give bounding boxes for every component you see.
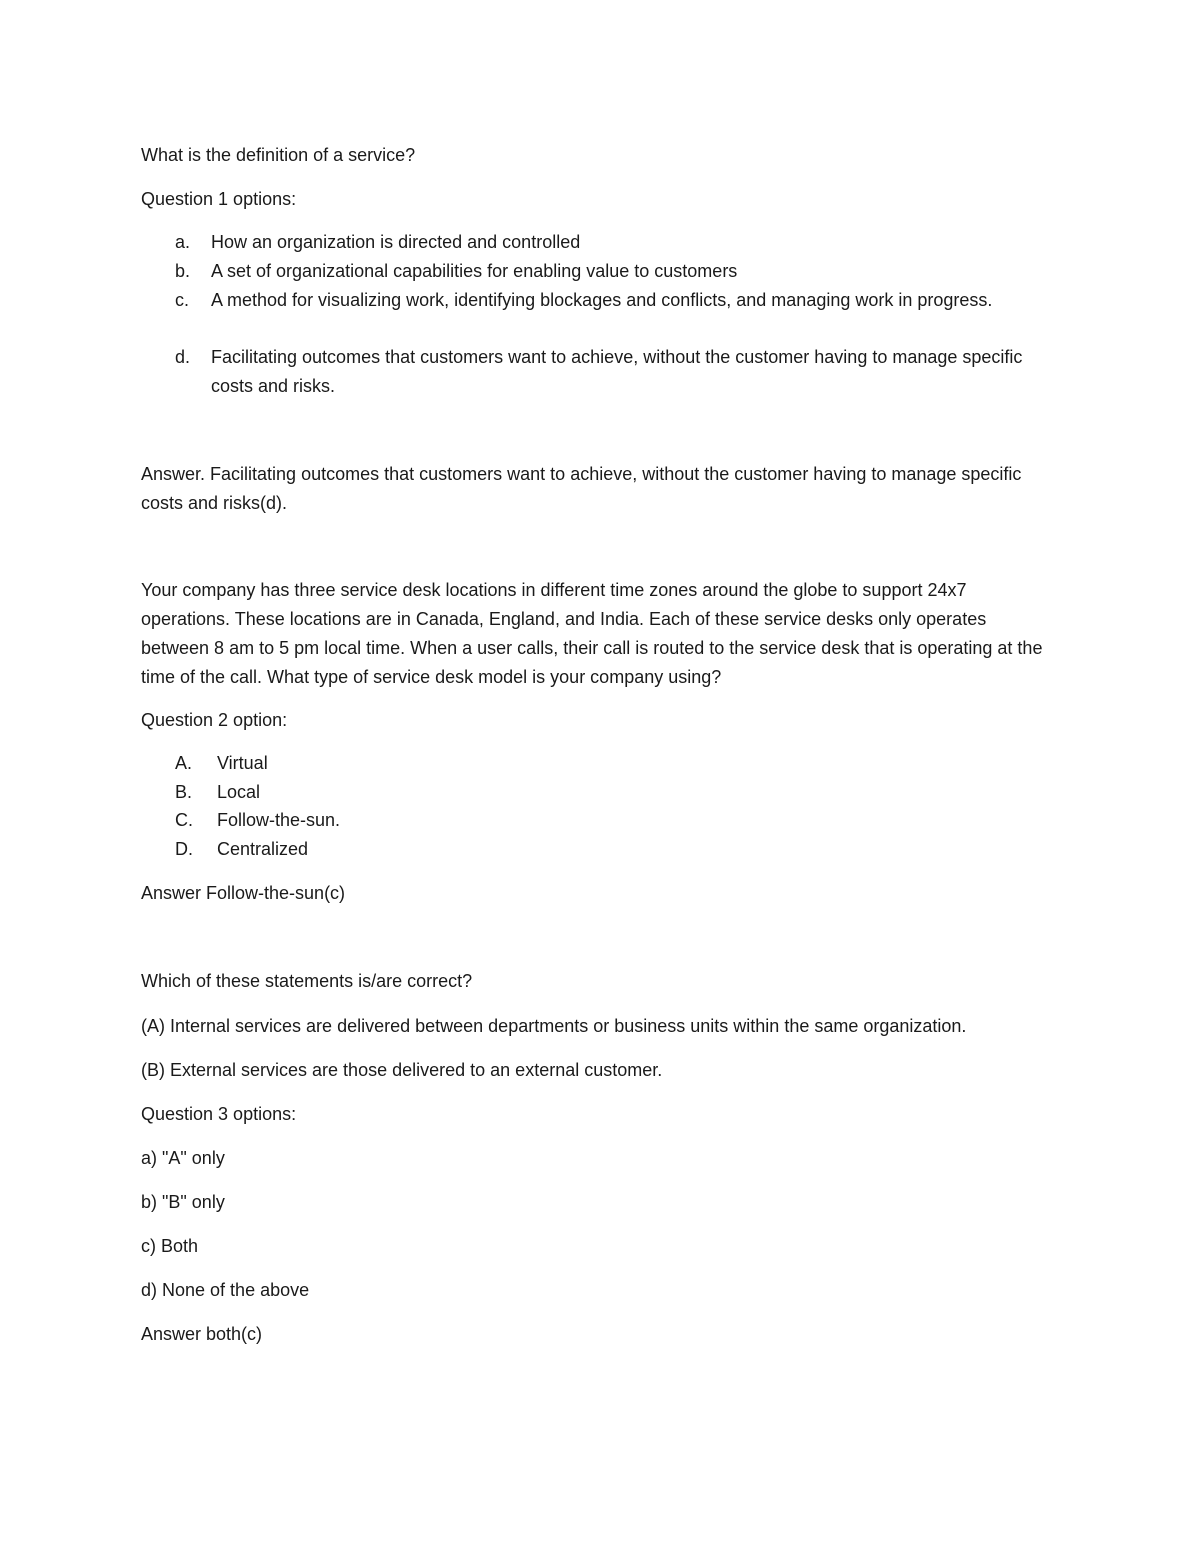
option-text: How an organization is directed and controlled — [211, 232, 581, 252]
question-2-option-c — [175, 806, 1055, 835]
question-1-option-a — [175, 228, 1055, 257]
option-marker: b. — [175, 261, 191, 281]
option-marker: d. — [175, 347, 191, 367]
question-3-option-d: d) None of the above — [141, 1280, 310, 1300]
question-2-option-d — [175, 835, 1055, 864]
question-3-statement-b: (B) External services are those delivered to an external customer. — [141, 1060, 663, 1080]
question-3-option-c: c) Both — [141, 1236, 199, 1256]
question-1-option-b — [175, 257, 1055, 286]
option-text: A set of organizational capabilities for enabling value to customers — [211, 261, 738, 281]
question-1-option-d — [175, 343, 1055, 401]
question-3-options-heading: Question 3 options: — [141, 1104, 297, 1124]
option-marker: c. — [175, 290, 190, 310]
option-text: Local — [217, 782, 261, 802]
question-1-answer: Answer. Facilitating outcomes that customers want to achieve, without the customer having to manage specific costs and risks(d). — [141, 464, 1022, 513]
option-marker: a. — [175, 232, 191, 252]
option-marker: D. — [175, 839, 193, 859]
option-marker: A. — [175, 753, 193, 773]
question-3-option-b: b) "B" only — [141, 1192, 225, 1212]
question-3-text: Which of these statements is/are correct? — [141, 971, 473, 991]
question-1-option-c — [175, 286, 1055, 315]
option-marker: B. — [175, 782, 193, 802]
option-text: Follow-the-sun. — [217, 810, 341, 830]
question-1-text: What is the definition of a service? — [141, 145, 416, 165]
question-3-option-a: a) "A" only — [141, 1148, 225, 1168]
question-2-options-heading: Question 2 option: — [141, 710, 288, 730]
option-marker: C. — [175, 810, 193, 830]
option-text: Virtual — [217, 753, 268, 773]
question-2-option-b — [175, 778, 1055, 807]
option-text: Centralized — [217, 839, 309, 859]
question-3-statement-a: (A) Internal services are delivered between departments or business units within the same organization. — [141, 1016, 967, 1036]
question-3-answer: Answer both(c) — [141, 1324, 263, 1344]
question-1-options-heading: Question 1 options: — [141, 189, 297, 209]
option-text: Facilitating outcomes that customers want to achieve, without the customer having to manage specific costs and risks. — [211, 347, 1023, 396]
option-text: A method for visualizing work, identifying blockages and conflicts, and managing work in progress. — [211, 290, 993, 310]
question-2-option-a — [175, 749, 1055, 778]
question-2-text: Your company has three service desk locations in different time zones around the globe to support 24x7 operations. These locations are in Canada, England, and India. Each of these service desks only operates between 8 am to 5 pm local time. When a user calls, their call is routed to the service desk that is operating at the time of the call. What type of service desk model is your company using? — [141, 580, 1043, 687]
question-2-answer: Answer Follow-the-sun(c) — [141, 883, 346, 903]
